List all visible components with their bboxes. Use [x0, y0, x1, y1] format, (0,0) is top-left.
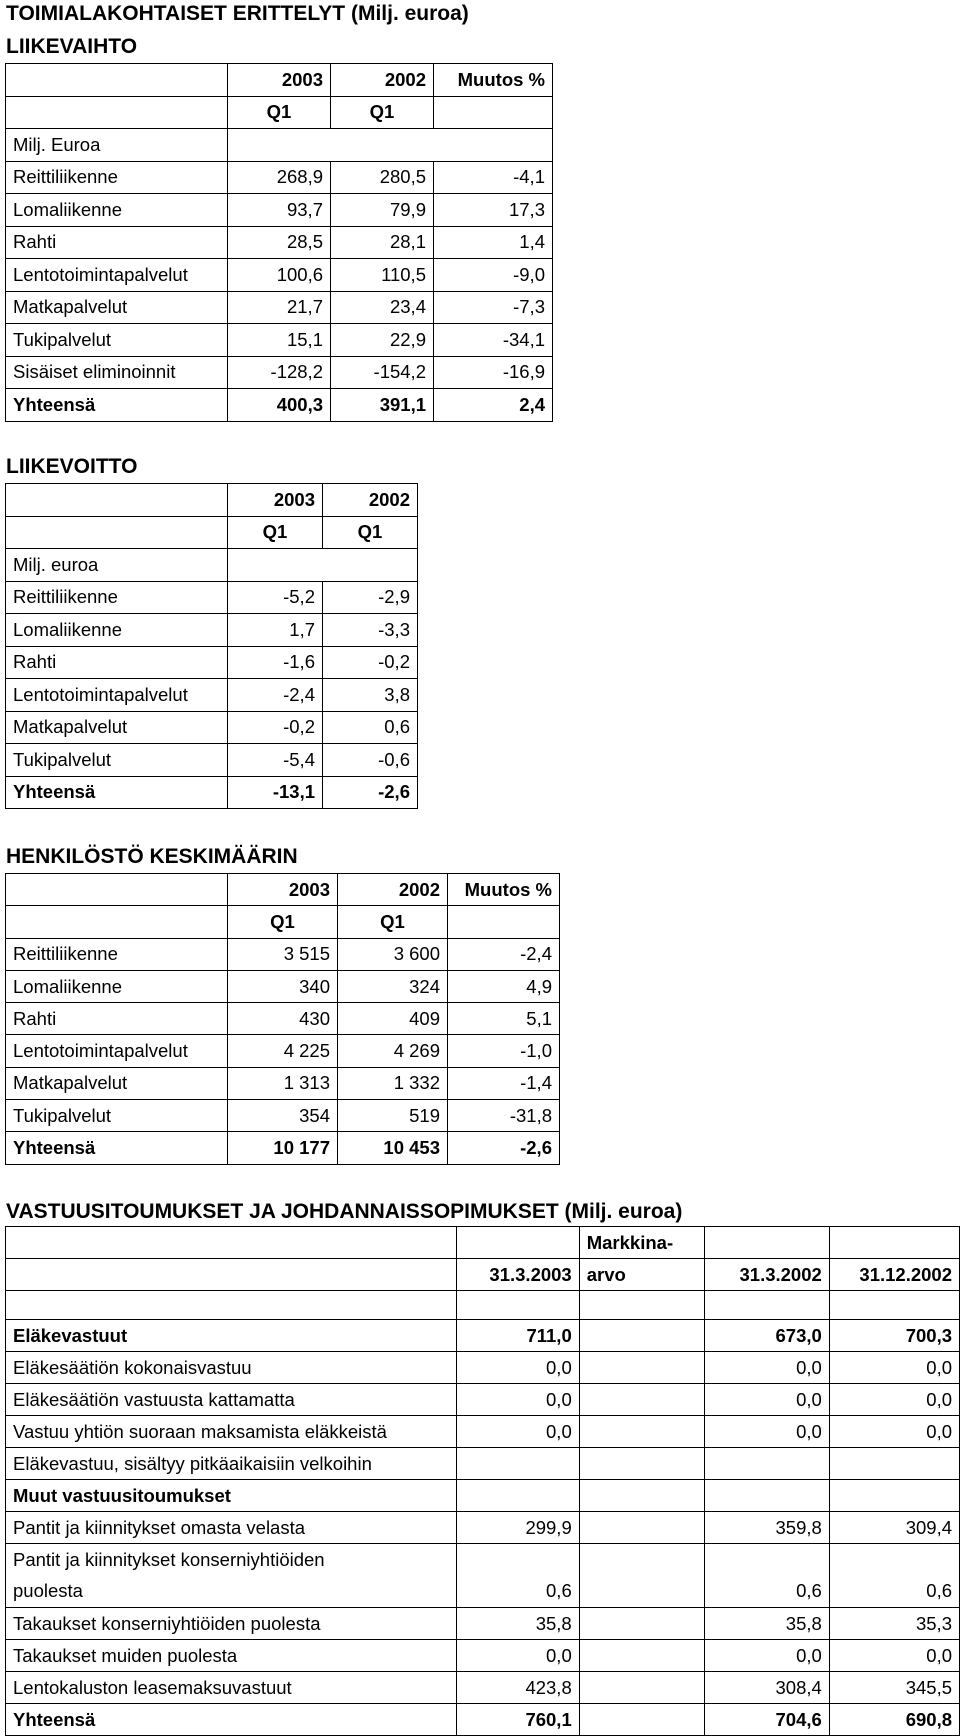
value-cell [704, 1480, 829, 1512]
table-row [6, 356, 553, 389]
value-cell: -154,2 [331, 356, 434, 389]
column-header: 2003 [228, 874, 338, 906]
value-cell: 0,0 [456, 1416, 579, 1448]
table-row [6, 1704, 960, 1736]
value-cell: 359,8 [704, 1512, 829, 1544]
row-label: Tukipalvelut [6, 744, 228, 777]
column-header: 31.12.2002 [829, 1259, 959, 1291]
row-label: Rahti [6, 226, 228, 259]
unit-row [6, 129, 553, 162]
value-cell: 345,5 [829, 1672, 959, 1704]
column-header-top [704, 1227, 829, 1259]
period-header: Q1 [338, 906, 448, 938]
value-cell: -2,4 [448, 938, 560, 970]
value-cell: 110,5 [331, 259, 434, 292]
header-top-row [6, 1227, 960, 1259]
value-cell [456, 1480, 579, 1512]
column-header: 31.3.2003 [456, 1259, 579, 1291]
total-value: 391,1 [331, 389, 434, 422]
value-cell: -5,4 [228, 744, 323, 777]
liikevaihto-title: LIIKEVAIHTO [6, 35, 138, 58]
row-label: Rahti [6, 1003, 228, 1035]
header-cell-empty [6, 64, 228, 97]
value-cell: 354 [228, 1100, 338, 1132]
value-cell: 0,0 [704, 1384, 829, 1416]
henkilosto-table [5, 873, 560, 1165]
value-cell: 704,6 [704, 1704, 829, 1736]
total-value: -13,1 [228, 776, 323, 809]
row-label: Matkapalvelut [6, 711, 228, 744]
value-cell [829, 1544, 959, 1576]
value-cell: 5,1 [448, 1003, 560, 1035]
liikevoitto-table [5, 483, 418, 809]
total-value: 10 177 [228, 1132, 338, 1164]
henkilosto-title: HENKILÖSTÖ KESKIMÄÄRIN [6, 845, 298, 868]
value-cell: -1,0 [448, 1035, 560, 1067]
column-header: 2002 [323, 484, 418, 517]
value-cell: 0,6 [323, 711, 418, 744]
value-cell: -1,6 [228, 646, 323, 679]
total-label: Yhteensä [6, 776, 228, 809]
table-row [6, 1320, 960, 1352]
spacer-cell [829, 1291, 959, 1320]
row-label: Tukipalvelut [6, 1100, 228, 1132]
value-cell: -4,1 [434, 161, 553, 194]
row-label: Takaukset muiden puolesta [6, 1640, 457, 1672]
value-cell: 1 332 [338, 1067, 448, 1099]
row-label: Lentotoimintapalvelut [6, 259, 228, 292]
value-cell: 0,6 [456, 1576, 579, 1608]
table-row [6, 1640, 960, 1672]
value-cell [829, 1448, 959, 1480]
period-header [434, 96, 553, 129]
value-cell: 21,7 [228, 291, 331, 324]
value-cell: 711,0 [456, 1320, 579, 1352]
table-row [6, 711, 418, 744]
total-label: Yhteensä [6, 389, 228, 422]
value-cell: -5,2 [228, 581, 323, 614]
value-cell: 93,7 [228, 194, 331, 227]
table-row [6, 1544, 960, 1576]
total-label: Yhteensä [6, 1132, 228, 1164]
value-cell: 4,9 [448, 970, 560, 1002]
value-cell: 0,0 [829, 1416, 959, 1448]
value-cell [579, 1576, 704, 1608]
column-header-top [6, 1227, 457, 1259]
row-label: Vastuu yhtiön suoraan maksamista eläkkeistä [6, 1416, 457, 1448]
table-row [6, 161, 553, 194]
row-label: Eläkesäätiön vastuusta kattamatta [6, 1384, 457, 1416]
table-row [6, 1067, 560, 1099]
value-cell: 0,0 [704, 1352, 829, 1384]
value-cell: 35,8 [456, 1608, 579, 1640]
column-header: Muutos % [434, 64, 553, 97]
value-cell: 1 313 [228, 1067, 338, 1099]
row-label: Tukipalvelut [6, 324, 228, 357]
row-label: Rahti [6, 646, 228, 679]
value-cell: 423,8 [456, 1672, 579, 1704]
value-cell: 3 600 [338, 938, 448, 970]
value-cell: 309,4 [829, 1512, 959, 1544]
page-title: TOIMIALAKOHTAISET ERITTELYT (Milj. euroa) [6, 2, 469, 25]
header-row [6, 64, 553, 97]
value-cell [579, 1320, 704, 1352]
table-row [6, 1352, 960, 1384]
subheader-row [6, 96, 553, 129]
value-cell [704, 1448, 829, 1480]
value-cell: -7,3 [434, 291, 553, 324]
value-cell: -31,8 [448, 1100, 560, 1132]
liikevaihto-table [5, 63, 553, 422]
spacer-cell [579, 1291, 704, 1320]
value-cell: -9,0 [434, 259, 553, 292]
period-header [6, 906, 228, 938]
value-cell [579, 1640, 704, 1672]
value-cell: 17,3 [434, 194, 553, 227]
value-cell: -0,6 [323, 744, 418, 777]
table-row [6, 1003, 560, 1035]
spacer-cell [704, 1291, 829, 1320]
table-row [6, 324, 553, 357]
value-cell [579, 1352, 704, 1384]
value-cell: -128,2 [228, 356, 331, 389]
value-cell: 324 [338, 970, 448, 1002]
total-value: 400,3 [228, 389, 331, 422]
unit-label: Milj. Euroa [6, 129, 228, 162]
table-row [6, 1384, 960, 1416]
value-cell: -34,1 [434, 324, 553, 357]
vastuut-title: VASTUUSITOUMUKSET JA JOHDANNAISSOPIMUKSET (Milj. euroa) [6, 1200, 683, 1223]
period-header: Q1 [228, 516, 323, 549]
table-row [6, 1100, 560, 1132]
value-cell: -0,2 [228, 711, 323, 744]
value-cell: 430 [228, 1003, 338, 1035]
total-row [6, 776, 418, 809]
table-row [6, 1480, 960, 1512]
table-row [6, 1416, 960, 1448]
value-cell [704, 1544, 829, 1576]
subheader-row [6, 516, 418, 549]
total-row [6, 389, 553, 422]
value-cell: -16,9 [434, 356, 553, 389]
value-cell [579, 1512, 704, 1544]
vastuut-table [5, 1226, 960, 1736]
column-header-top [829, 1227, 959, 1259]
value-cell: 308,4 [704, 1672, 829, 1704]
value-cell: 0,6 [829, 1576, 959, 1608]
value-cell: 0,0 [704, 1640, 829, 1672]
table-row [6, 938, 560, 970]
subheader-row [6, 906, 560, 938]
table-row [6, 1035, 560, 1067]
row-label: Muut vastuusitoumukset [6, 1480, 457, 1512]
value-cell: 760,1 [456, 1704, 579, 1736]
row-label: Reittiliikenne [6, 581, 228, 614]
value-cell: 4 225 [228, 1035, 338, 1067]
value-cell: 409 [338, 1003, 448, 1035]
table-row [6, 1672, 960, 1704]
header-row [6, 1259, 960, 1291]
value-cell [579, 1672, 704, 1704]
value-cell: 0,0 [829, 1384, 959, 1416]
column-header: 2003 [228, 484, 323, 517]
table-row [6, 970, 560, 1002]
table-row [6, 581, 418, 614]
value-cell: 0,0 [456, 1352, 579, 1384]
value-cell [829, 1480, 959, 1512]
value-cell: 673,0 [704, 1320, 829, 1352]
table-row [6, 291, 553, 324]
unit-row-empty [228, 129, 553, 162]
value-cell: 0,0 [456, 1384, 579, 1416]
header-cell-empty [6, 484, 228, 517]
row-label: Lomaliikenne [6, 614, 228, 647]
value-cell: 299,9 [456, 1512, 579, 1544]
table-row [6, 226, 553, 259]
period-header: Q1 [228, 96, 331, 129]
row-label: Sisäiset eliminoinnit [6, 356, 228, 389]
unit-row [6, 549, 418, 582]
value-cell: 0,0 [704, 1416, 829, 1448]
row-label: Lentokaluston leasemaksuvastuut [6, 1672, 457, 1704]
row-label: Matkapalvelut [6, 1067, 228, 1099]
table-row [6, 744, 418, 777]
table-row [6, 679, 418, 712]
value-cell: 1,7 [228, 614, 323, 647]
value-cell: 28,1 [331, 226, 434, 259]
column-header: 2002 [338, 874, 448, 906]
column-header: Muutos % [448, 874, 560, 906]
value-cell: 15,1 [228, 324, 331, 357]
value-cell: 3,8 [323, 679, 418, 712]
column-header: arvo [579, 1259, 704, 1291]
header-cell-empty [6, 874, 228, 906]
value-cell [456, 1544, 579, 1576]
value-cell: 100,6 [228, 259, 331, 292]
value-cell: 4 269 [338, 1035, 448, 1067]
spacer-cell [6, 1291, 457, 1320]
row-label: Lentotoimintapalvelut [6, 679, 228, 712]
value-cell: -3,3 [323, 614, 418, 647]
total-row [6, 1132, 560, 1164]
value-cell: 35,3 [829, 1608, 959, 1640]
row-label: puolesta [6, 1576, 457, 1608]
row-label: Pantit ja kiinnitykset konserniyhtiöiden [6, 1544, 457, 1576]
total-value: -2,6 [323, 776, 418, 809]
period-header [6, 96, 228, 129]
row-label: Matkapalvelut [6, 291, 228, 324]
total-value: 10 453 [338, 1132, 448, 1164]
value-cell [579, 1480, 704, 1512]
value-cell: 519 [338, 1100, 448, 1132]
header-row [6, 484, 418, 517]
value-cell: 22,9 [331, 324, 434, 357]
row-label: Eläkevastuu, sisältyy pitkäaikaisiin velkoihin [6, 1448, 457, 1480]
value-cell: 23,4 [331, 291, 434, 324]
spacer-row [6, 1291, 960, 1320]
table-row [6, 1576, 960, 1608]
value-cell: 268,9 [228, 161, 331, 194]
value-cell: 690,8 [829, 1704, 959, 1736]
unit-row-empty [228, 549, 418, 582]
value-cell: -1,4 [448, 1067, 560, 1099]
value-cell: 0,0 [829, 1352, 959, 1384]
spacer-cell [456, 1291, 579, 1320]
row-label: Lentotoimintapalvelut [6, 1035, 228, 1067]
value-cell [579, 1448, 704, 1480]
value-cell: 0,6 [704, 1576, 829, 1608]
header-row [6, 874, 560, 906]
column-header-top: Markkina- [579, 1227, 704, 1259]
table-row [6, 194, 553, 227]
value-cell [579, 1416, 704, 1448]
row-label: Yhteensä [6, 1704, 457, 1736]
period-header [448, 906, 560, 938]
table-row [6, 614, 418, 647]
value-cell: 700,3 [829, 1320, 959, 1352]
value-cell: -2,4 [228, 679, 323, 712]
row-label: Pantit ja kiinnitykset omasta velasta [6, 1512, 457, 1544]
value-cell [456, 1448, 579, 1480]
value-cell: 0,0 [456, 1640, 579, 1672]
value-cell: 280,5 [331, 161, 434, 194]
row-label: Reittiliikenne [6, 161, 228, 194]
value-cell: 35,8 [704, 1608, 829, 1640]
value-cell: 28,5 [228, 226, 331, 259]
value-cell [579, 1384, 704, 1416]
value-cell: 340 [228, 970, 338, 1002]
table-row [6, 1448, 960, 1480]
value-cell: 0,0 [829, 1640, 959, 1672]
table-row [6, 1512, 960, 1544]
table-row [6, 1608, 960, 1640]
row-label: Eläkevastuut [6, 1320, 457, 1352]
value-cell: -0,2 [323, 646, 418, 679]
value-cell: 3 515 [228, 938, 338, 970]
value-cell [579, 1544, 704, 1576]
period-header: Q1 [228, 906, 338, 938]
total-value: 2,4 [434, 389, 553, 422]
value-cell [579, 1608, 704, 1640]
value-cell: 79,9 [331, 194, 434, 227]
total-value: -2,6 [448, 1132, 560, 1164]
column-header: 2003 [228, 64, 331, 97]
value-cell: -2,9 [323, 581, 418, 614]
liikevoitto-title: LIIKEVOITTO [6, 455, 138, 478]
row-label: Reittiliikenne [6, 938, 228, 970]
row-label: Lomaliikenne [6, 194, 228, 227]
row-label: Eläkesäätiön kokonaisvastuu [6, 1352, 457, 1384]
period-header: Q1 [323, 516, 418, 549]
column-header: 31.3.2002 [704, 1259, 829, 1291]
row-label: Lomaliikenne [6, 970, 228, 1002]
value-cell [579, 1704, 704, 1736]
table-row [6, 259, 553, 292]
row-label: Takaukset konserniyhtiöiden puolesta [6, 1608, 457, 1640]
column-header [6, 1259, 457, 1291]
column-header-top [456, 1227, 579, 1259]
column-header: 2002 [331, 64, 434, 97]
value-cell: 1,4 [434, 226, 553, 259]
period-header [6, 516, 228, 549]
period-header: Q1 [331, 96, 434, 129]
unit-label: Milj. euroa [6, 549, 228, 582]
table-row [6, 646, 418, 679]
